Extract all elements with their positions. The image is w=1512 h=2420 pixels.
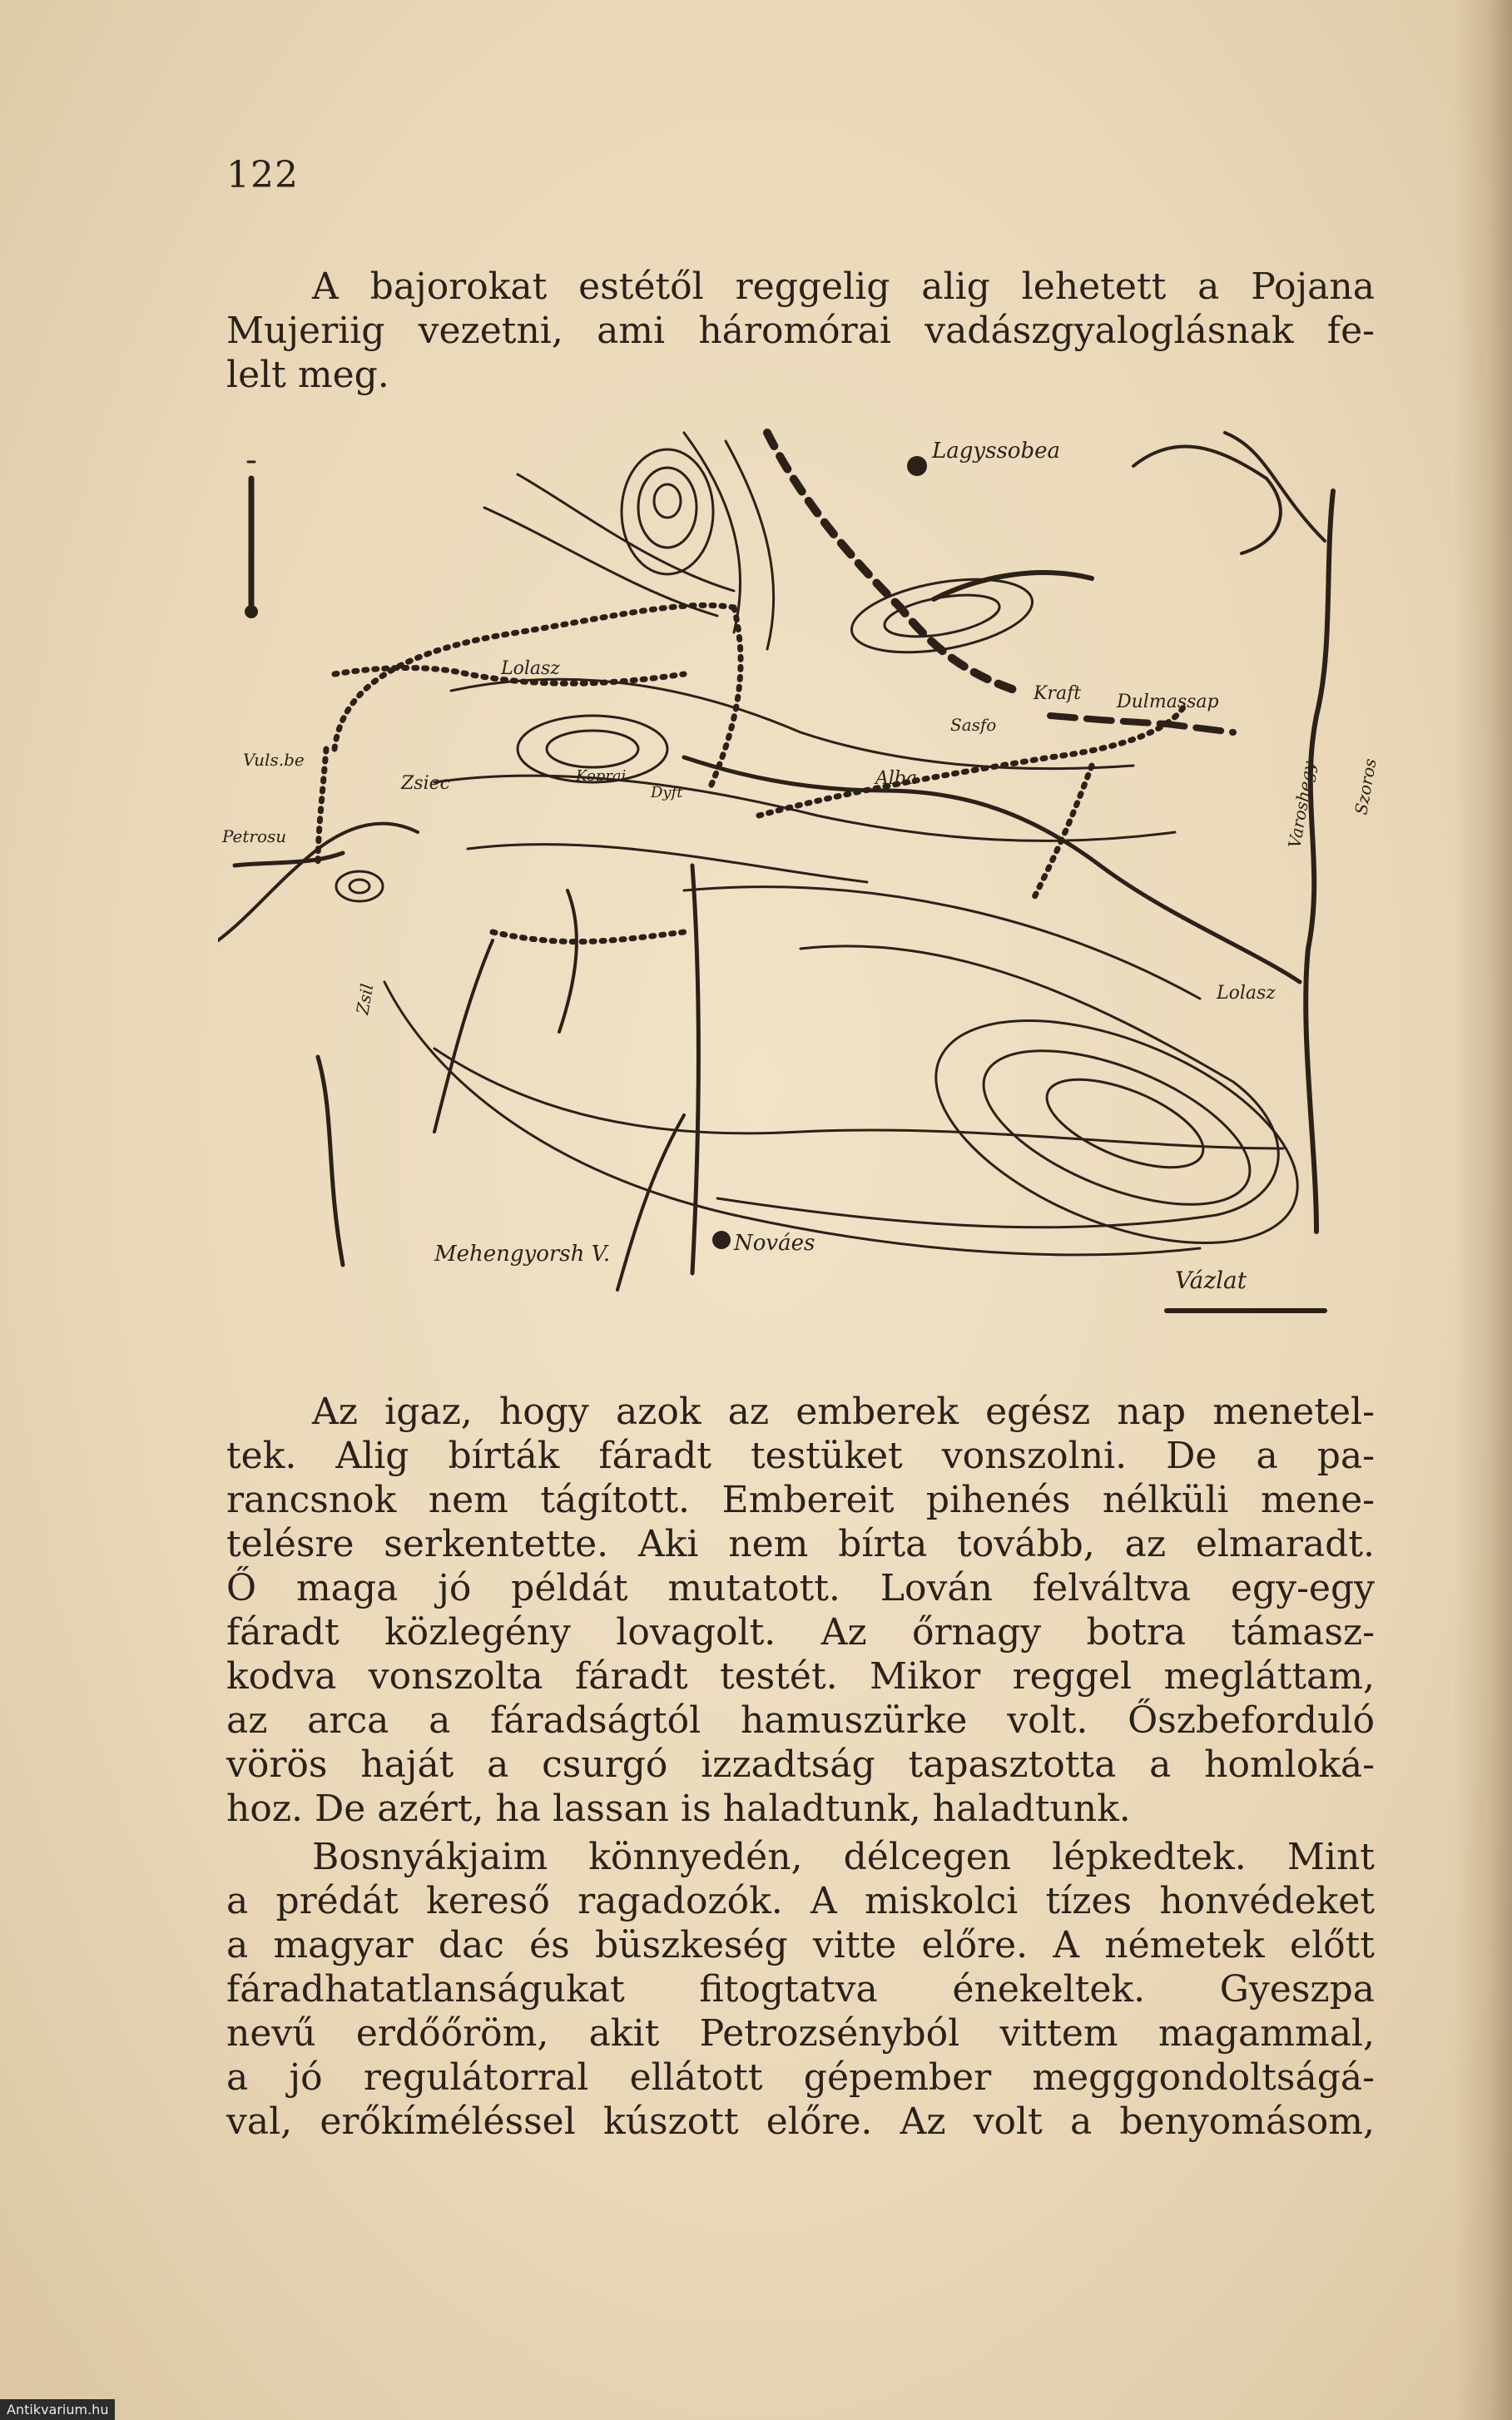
text-line: Bosnyákjaim könnyedén, délcegen lépkedtek. Mint bbox=[312, 1836, 1375, 1878]
text-line: hoz. De azért, ha lassan is haladtunk, haladtunk. bbox=[226, 1788, 1131, 1830]
village-marker bbox=[712, 1231, 731, 1249]
contours-east bbox=[384, 887, 1328, 1288]
paragraph-bosnians bbox=[226, 1835, 1375, 2144]
north-arrow-tip bbox=[246, 607, 256, 617]
text-line: Az igaz, hogy azok az emberek egész nap menetel- bbox=[312, 1391, 1375, 1433]
map-label: Alba bbox=[875, 768, 918, 789]
map-label: Lagyssobea bbox=[932, 439, 1060, 464]
text-line: vörös haját a csurgó izzadtság tapasztotta a homloká- bbox=[226, 1743, 1375, 1786]
river-right bbox=[1306, 491, 1333, 1232]
map-label: Zsil bbox=[352, 982, 378, 1016]
text-line: Mujeriig vezetni, ami háromórai vadászgyaloglásnak fe- bbox=[226, 310, 1375, 352]
watermark: Antikvarium.hu bbox=[0, 2399, 115, 2420]
village-marker bbox=[907, 456, 927, 476]
map-label: Vuls.be bbox=[243, 750, 305, 770]
map-label: Zsiec bbox=[401, 773, 450, 794]
text-line: nevű erdőőröm, akit Petrozsényból vittem magammal, bbox=[226, 2012, 1375, 2055]
text-line: telésre serkentette. Aki nem bírta tovább, az elmaradt. bbox=[226, 1523, 1375, 1565]
contours-center bbox=[336, 568, 1175, 901]
road-south bbox=[692, 865, 699, 1273]
paragraph-intro bbox=[226, 265, 1375, 397]
text-line: fáradt közlegény lovagolt. Az őrnagy botra támasz- bbox=[226, 1611, 1375, 1654]
text-line: A bajorokat estétől reggelig alig lehetett a Pojana bbox=[312, 265, 1375, 308]
map-label: Kraft bbox=[1034, 683, 1082, 704]
text-line: val, erőkíméléssel kúszott előre. Az volt a benyomásom, bbox=[226, 2100, 1375, 2143]
text-line: a jó regulátorral ellátott gépember megggondoltságá- bbox=[226, 2056, 1375, 2099]
map-label: Lolasz bbox=[1217, 983, 1276, 1004]
map-label: Mehengyorsh V. bbox=[434, 1242, 611, 1267]
contours-north bbox=[484, 433, 774, 649]
map-label: Nováes bbox=[734, 1231, 815, 1256]
text-line: a magyar dac és büszkeség vitte előre. A németek előtt bbox=[226, 1924, 1375, 1966]
text-line: Ő maga jó példát mutatott. Lován felváltva egy-egy bbox=[226, 1567, 1375, 1609]
map-label: Petrosu bbox=[222, 826, 287, 846]
page-number: 122 bbox=[226, 154, 299, 196]
map-label: Lolasz bbox=[501, 658, 560, 679]
text-line: lelt meg. bbox=[226, 354, 389, 396]
text-line: kodva vonszolta fáradt testét. Mikor reggel megláttam, bbox=[226, 1655, 1375, 1698]
map-label: Dyft bbox=[651, 784, 683, 801]
text-line: a prédát kereső ragadozók. A miskolci tízes honvédeket bbox=[226, 1880, 1375, 1922]
map-label: Dulmassap bbox=[1117, 692, 1219, 712]
page-edge-shadow bbox=[1454, 0, 1512, 2420]
sketch-map bbox=[218, 399, 1383, 1323]
text-line: az arca a fáradságtól hamuszürke volt. Őszbeforduló bbox=[226, 1699, 1375, 1742]
text-line: rancsnok nem tágított. Embereit pihenés nélküli mene- bbox=[226, 1479, 1375, 1521]
map-label: Varoshegy bbox=[1284, 760, 1320, 850]
map-label: Sasfo bbox=[950, 715, 997, 735]
map-label: Szoros bbox=[1351, 756, 1381, 816]
text-line: fáradhatatlanságukat fitogtatva énekeltek. Gyeszpa bbox=[226, 1968, 1375, 2011]
paragraph-march bbox=[226, 1390, 1375, 1831]
map-label: Vázlat bbox=[1175, 1267, 1247, 1294]
map-label: Koprai bbox=[576, 767, 627, 785]
text-line: tek. Alig bírták fáradt testüket vonszolni. De a pa- bbox=[226, 1435, 1375, 1477]
